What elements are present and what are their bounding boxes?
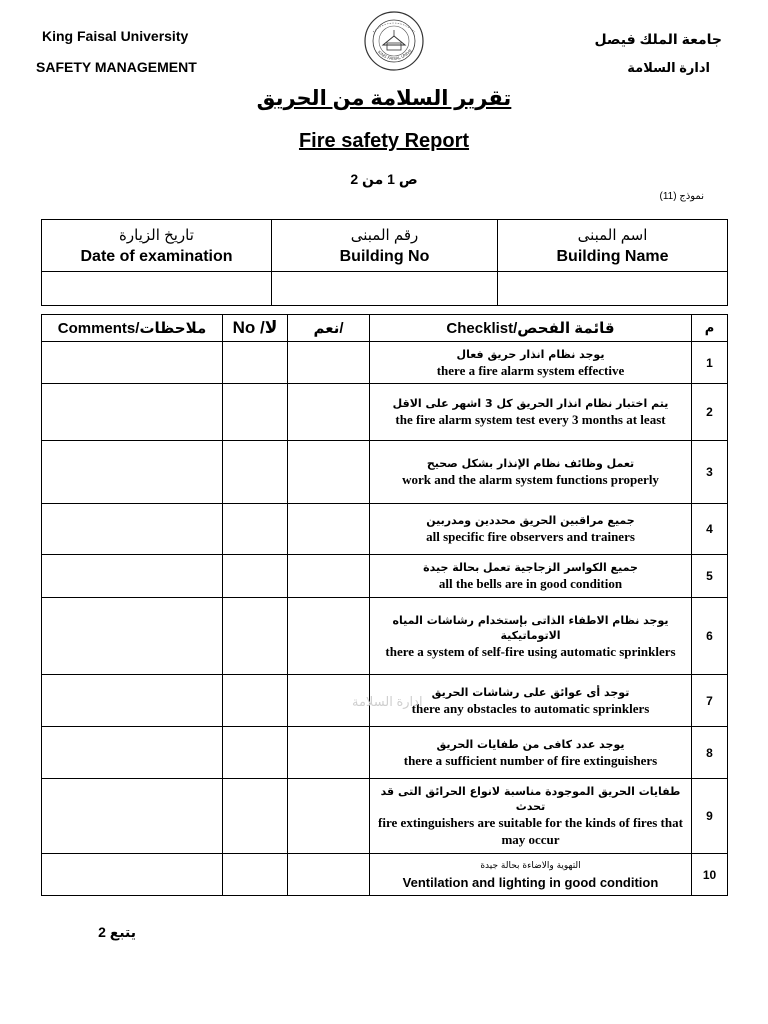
yes-cell[interactable] — [288, 342, 370, 384]
table-row — [42, 342, 728, 384]
checklist-item: يوجد نظام انذار حريق فعال there a fire alarm system effective — [370, 342, 692, 384]
department-name-ar: ادارة السلامة — [627, 60, 710, 75]
row-number: 6 — [692, 598, 728, 675]
yes-cell[interactable] — [288, 854, 370, 896]
row-number: 2 — [692, 384, 728, 441]
table-row — [42, 598, 728, 675]
comments-cell[interactable] — [42, 504, 223, 555]
date-of-examination-header: تاريخ الزيارة Date of examination — [42, 220, 272, 272]
yes-cell[interactable] — [288, 384, 370, 441]
table-row — [42, 504, 728, 555]
checklist-item: طفايات الحريق الموجودة مناسبة لانواع الحرائق التى قد تحدث fire extinguishers are suitable for the kinds of fires that may occur — [370, 779, 692, 854]
comments-cell[interactable] — [42, 384, 223, 441]
department-name-en: SAFETY MANAGEMENT — [36, 59, 197, 75]
no-header: No /لا — [223, 315, 288, 342]
no-cell[interactable] — [223, 675, 288, 727]
continued-note: يتبع 2 — [98, 924, 136, 940]
seal-text: KING FAISAL UNIVE — [376, 47, 413, 62]
row-number: 9 — [692, 779, 728, 854]
checklist-table — [41, 314, 728, 896]
row-number: 8 — [692, 727, 728, 779]
building-no-header: رقم المبنى Building No — [272, 220, 498, 272]
row-number: 5 — [692, 555, 728, 598]
table-row — [42, 441, 728, 504]
no-cell[interactable] — [223, 342, 288, 384]
comments-header: Comments/ملاحظات — [42, 315, 223, 342]
comments-cell[interactable] — [42, 598, 223, 675]
no-cell[interactable] — [223, 441, 288, 504]
building-info-table — [41, 219, 728, 306]
yes-cell[interactable] — [288, 441, 370, 504]
comments-cell[interactable] — [42, 779, 223, 854]
no-cell[interactable] — [223, 727, 288, 779]
no-cell[interactable] — [223, 384, 288, 441]
report-title-en: Fire safety Report — [298, 130, 470, 152]
table-row — [42, 727, 728, 779]
page-number: ص 1 من 2 — [350, 171, 418, 187]
checklist-item: يوجد نظام الاطفاء الذاتى بإستخدام رشاشات المياه الاتوماتيكية there a system of self-fire using automatic sprinklers — [370, 598, 692, 675]
checklist-header: Checklist/قائمة الفحص — [370, 315, 692, 342]
no-cell[interactable] — [223, 504, 288, 555]
date-of-examination-field[interactable] — [42, 272, 272, 306]
comments-cell[interactable] — [42, 342, 223, 384]
yes-cell[interactable] — [288, 598, 370, 675]
comments-cell[interactable] — [42, 555, 223, 598]
row-number: 10 — [692, 854, 728, 896]
checklist-item: التهوية والاضاءة بحالة جيدة Ventilation and lighting in good condition — [370, 854, 692, 896]
number-header: م — [692, 315, 728, 342]
checklist-item: يتم اختبار نظام انذار الحريق كل 3 اشهر على الاقل the fire alarm system test every 3 months at least — [370, 384, 692, 441]
building-name-header: اسم المبنى Building Name — [498, 220, 728, 272]
table-row — [42, 779, 728, 854]
table-row — [42, 555, 728, 598]
yes-header: نعم/ — [288, 315, 370, 342]
checklist-item: توجد أى عوائق على رشاشات الحريق there any obstacles to automatic sprinklers — [370, 675, 692, 727]
comments-cell[interactable] — [42, 441, 223, 504]
checklist-item: جميع مراقبين الحريق محددين ومدربين all specific fire observers and trainers — [370, 504, 692, 555]
table-row — [42, 384, 728, 441]
form-number: نموذج (11) — [659, 191, 704, 202]
row-number: 7 — [692, 675, 728, 727]
university-name-ar: جامعة الملك فيصل — [594, 31, 722, 47]
no-cell[interactable] — [223, 598, 288, 675]
report-title-ar: تقرير السلامة من الحريق — [256, 87, 512, 110]
university-name-en: King Faisal University — [42, 28, 189, 44]
table-row — [42, 854, 728, 896]
row-number: 4 — [692, 504, 728, 555]
university-seal-icon — [363, 10, 425, 72]
checklist-item: يوجد عدد كافى من طفايات الحريق there a sufficient number of fire extinguishers — [370, 727, 692, 779]
yes-cell[interactable] — [288, 727, 370, 779]
comments-cell[interactable] — [42, 675, 223, 727]
building-no-field[interactable] — [272, 272, 498, 306]
yes-cell[interactable] — [288, 779, 370, 854]
no-cell[interactable] — [223, 555, 288, 598]
watermark-text: ادارة السلامة — [352, 694, 423, 709]
no-cell[interactable] — [223, 779, 288, 854]
checklist-item: جميع الكواسر الزجاجية تعمل بحالة جيدة all the bells are in good condition — [370, 555, 692, 598]
yes-cell[interactable] — [288, 504, 370, 555]
checklist-item: تعمل وظائف نظام الإنذار بشكل صحيح work and the alarm system functions properly — [370, 441, 692, 504]
no-cell[interactable] — [223, 854, 288, 896]
comments-cell[interactable] — [42, 854, 223, 896]
comments-cell[interactable] — [42, 727, 223, 779]
yes-cell[interactable] — [288, 555, 370, 598]
building-name-field[interactable] — [498, 272, 728, 306]
row-number: 3 — [692, 441, 728, 504]
row-number: 1 — [692, 342, 728, 384]
